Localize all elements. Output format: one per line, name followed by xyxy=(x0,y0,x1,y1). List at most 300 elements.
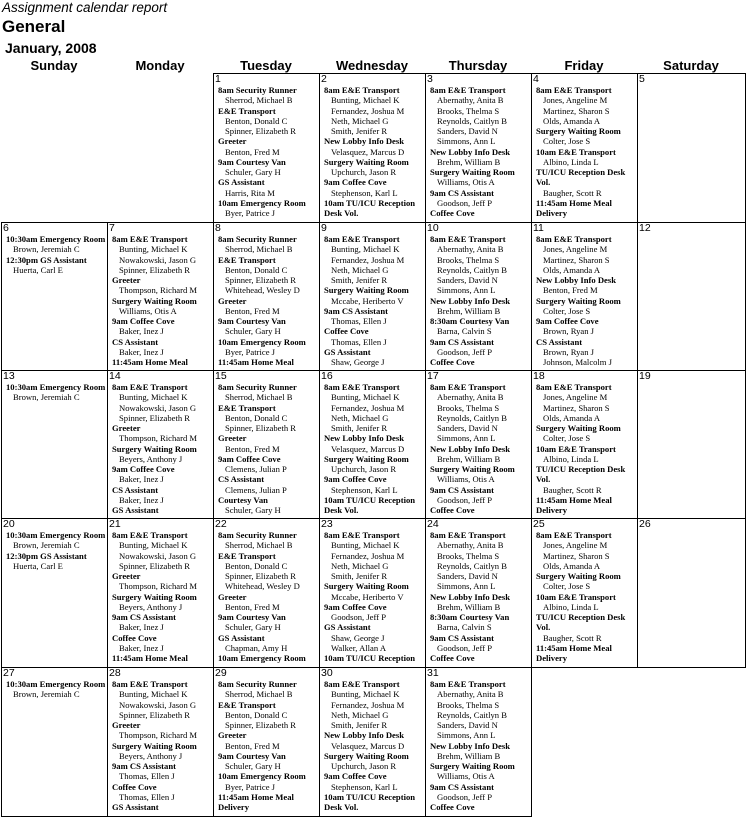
assignment-role: GS Assistant xyxy=(112,802,159,812)
volunteer-name: Spinner, Elizabeth R xyxy=(225,720,297,730)
volunteer-name: Benton, Fred M xyxy=(225,305,280,316)
month-title: January, 2008 xyxy=(5,40,97,56)
weekday-header-friday: Friday xyxy=(564,58,604,73)
volunteer-name: Williams, Otis A xyxy=(437,177,495,188)
assignment-role: Greeter xyxy=(218,591,247,602)
day-cell-30 xyxy=(319,667,426,817)
assignment-role: Coffee Cove xyxy=(430,208,475,218)
volunteer-name: Thompson, Richard M xyxy=(119,730,198,741)
assignment-role: 8am Security Runner xyxy=(218,85,297,95)
volunteer-name: Barna, Calvin S xyxy=(437,326,492,337)
volunteer-name: Beyers, Anthony J xyxy=(119,750,183,761)
assignment-role: 8am E&E Transport xyxy=(430,530,506,540)
volunteer-name: Goodson, Jeff P xyxy=(437,642,492,653)
volunteer-name: Brown, Jeremiah C xyxy=(13,540,80,551)
assignment-role: 9am CS Assistant xyxy=(112,612,176,622)
assignment-role: Coffee Cove xyxy=(324,326,369,337)
day-cell-4 xyxy=(531,73,638,223)
day-cell-23 xyxy=(319,518,426,668)
volunteer-name: Brown, Jeremiah C xyxy=(13,689,80,700)
assignment-role: 9am Coffee Cove xyxy=(218,453,281,464)
assignment-role: 8:30am Courtesy Van xyxy=(430,316,510,326)
volunteer-name: Colter, Jose S xyxy=(543,433,591,444)
assignment-role: Surgery Waiting Room xyxy=(112,591,197,602)
assignment-role: Surgery Waiting Room xyxy=(112,443,197,454)
assignment-role: Greeter xyxy=(112,275,141,285)
volunteer-name: Martinez, Sharon S xyxy=(543,550,610,561)
volunteer-name: Bunting, Michael K xyxy=(119,244,188,255)
volunteer-name: Thomas, Ellen J xyxy=(331,336,387,347)
date-number: 7 xyxy=(109,222,115,234)
volunteer-name: Beyers, Anthony J xyxy=(119,453,183,464)
assignment-role: 10:30am Emergency Room xyxy=(6,382,106,392)
assignment-role: E&E Transport xyxy=(218,550,276,561)
assignment-role: 10am TU/ICU Reception xyxy=(324,653,416,663)
assignment-role: 11:45am Home Meal xyxy=(112,357,188,367)
assignment-role: TU/ICU Reception Desk Vol. xyxy=(536,464,626,485)
date-number: 14 xyxy=(109,370,121,382)
day-cell-17 xyxy=(425,370,532,519)
volunteer-name: Fernandez, Joshua M xyxy=(331,105,405,116)
volunteer-name: Brown, Jeremiah C xyxy=(13,244,80,255)
volunteer-name: Martinez, Sharon S xyxy=(543,105,610,116)
volunteer-name: Smith, Jenifer R xyxy=(331,571,388,581)
volunteer-name: Fernandez, Joshua M xyxy=(331,402,405,413)
date-number: 17 xyxy=(427,370,439,382)
volunteer-name: Baugher, Scott R xyxy=(543,632,602,643)
volunteer-name: Johnson, Malcolm J xyxy=(543,357,612,367)
report-title: Assignment calendar report xyxy=(2,0,168,15)
assignment-role: Surgery Waiting Room xyxy=(324,581,409,592)
volunteer-name: Baker, Inez J xyxy=(119,622,164,633)
volunteer-name: Sanders, David N xyxy=(437,720,498,730)
volunteer-name: Spinner, Elizabeth R xyxy=(225,423,297,433)
volunteer-name: Bunting, Michael K xyxy=(119,689,188,700)
day-cell-31 xyxy=(425,667,532,817)
volunteer-name: Benton, Donald C xyxy=(225,709,288,720)
date-number: 9 xyxy=(321,222,327,234)
volunteer-name: Sanders, David N xyxy=(437,423,498,433)
day-cell-6 xyxy=(1,222,108,371)
assignment-role: Coffee Cove xyxy=(430,802,475,812)
volunteer-name: Sanders, David N xyxy=(437,275,498,285)
assignment-role: Surgery Waiting Room xyxy=(324,285,409,296)
day-cell-2 xyxy=(319,73,426,223)
assignment-role: Surgery Waiting Room xyxy=(430,761,515,771)
assignment-role: Coffee Cove xyxy=(430,357,475,367)
volunteer-name: Simmons, Ann L xyxy=(437,581,496,592)
weekday-header-thursday: Thursday xyxy=(448,58,508,73)
day-cell-24 xyxy=(425,518,532,668)
assignment-role: 9am Coffee Cove xyxy=(324,177,387,188)
volunteer-name: Spinner, Elizabeth R xyxy=(119,560,191,571)
volunteer-name: Brehm, William B xyxy=(437,750,501,761)
assignment-role: 9am CS Assistant xyxy=(430,632,494,643)
assignment-role: 9am Coffee Cove xyxy=(324,601,387,612)
volunteer-name: Goodson, Jeff P xyxy=(437,494,492,505)
volunteer-name: Schuler, Gary H xyxy=(225,761,281,771)
volunteer-name: Thomas, Ellen J xyxy=(119,771,175,782)
volunteer-name: Fernandez, Joshua M xyxy=(331,254,405,265)
volunteer-name: Smith, Jenifer R xyxy=(331,275,388,285)
date-number: 12 xyxy=(639,222,651,234)
volunteer-name: Huerta, Carl E xyxy=(13,264,63,275)
volunteer-name: Bunting, Michael K xyxy=(331,540,400,551)
assignment-role: New Lobby Info Desk xyxy=(430,146,510,157)
volunteer-name: Brown, Ryan J xyxy=(543,326,594,337)
volunteer-name: Thomas, Ellen J xyxy=(331,316,387,326)
volunteer-name: Bunting, Michael K xyxy=(119,540,188,551)
assignment-role: Greeter xyxy=(112,423,141,433)
date-number: 18 xyxy=(533,370,545,382)
volunteer-name: Abernathy, Anita B xyxy=(437,95,504,106)
date-number: 11 xyxy=(533,222,544,234)
volunteer-name: Baugher, Scott R xyxy=(543,187,602,198)
volunteer-name: Bunting, Michael K xyxy=(331,244,400,255)
volunteer-name: Martinez, Sharon S xyxy=(543,254,610,265)
day-cell-14 xyxy=(107,370,214,519)
day-cell-20 xyxy=(1,518,108,668)
day-cell-15 xyxy=(213,370,320,519)
volunteer-name: Williams, Otis A xyxy=(437,771,495,782)
volunteer-name: Jones, Angeline M xyxy=(543,244,608,255)
assignment-role: 11:45am Home Meal xyxy=(112,653,188,663)
empty-day-cell xyxy=(531,667,638,817)
volunteer-name: Abernathy, Anita B xyxy=(437,689,504,700)
volunteer-name: Byer, Patrice J xyxy=(225,781,276,792)
volunteer-name: Byer, Patrice J xyxy=(225,346,276,357)
date-number: 3 xyxy=(427,73,433,85)
assignment-role: 10am E&E Transport xyxy=(536,146,616,157)
date-number: 24 xyxy=(427,518,439,530)
assignment-role: CS Assistant xyxy=(536,336,583,347)
assignment-role: GS Assistant xyxy=(324,622,371,633)
volunteer-name: Brooks, Thelma S xyxy=(437,699,500,710)
assignment-role: New Lobby Info Desk xyxy=(430,740,510,751)
volunteer-name: Abernathy, Anita B xyxy=(437,540,504,551)
section-title: General xyxy=(2,17,66,36)
volunteer-name: Clemens, Julian P xyxy=(225,484,287,495)
volunteer-name: Baugher, Scott R xyxy=(543,484,602,495)
volunteer-name: Neth, Michael G xyxy=(331,264,389,275)
volunteer-name: Sherrod, Michael B xyxy=(225,392,293,403)
volunteer-name: Benton, Fred M xyxy=(543,285,598,296)
day-cell-8 xyxy=(213,222,320,371)
assignment-role: New Lobby Info Desk xyxy=(324,730,404,741)
assignment-role: Greeter xyxy=(218,136,247,147)
assignment-role: Surgery Waiting Room xyxy=(536,571,621,581)
volunteer-name: Brooks, Thelma S xyxy=(437,402,500,413)
assignment-role: 9am Courtesy Van xyxy=(218,156,286,167)
date-number: 6 xyxy=(3,222,9,234)
volunteer-name: Barna, Calvin S xyxy=(437,622,492,633)
volunteer-name: Sanders, David N xyxy=(437,571,498,581)
volunteer-name: Neth, Michael G xyxy=(331,560,389,571)
assignment-role: E&E Transport xyxy=(218,402,276,413)
empty-day-cell xyxy=(637,667,746,817)
assignment-role: CS Assistant xyxy=(218,474,265,485)
volunteer-name: Reynolds, Caitlyn B xyxy=(437,709,507,720)
assignment-role: 10:30am Emergency Room xyxy=(6,234,106,244)
volunteer-name: Benton, Fred M xyxy=(225,146,280,157)
volunteer-name: Huerta, Carl E xyxy=(13,560,63,571)
volunteer-name: Benton, Donald C xyxy=(225,412,288,423)
volunteer-name: Velasquez, Marcus D xyxy=(331,146,405,157)
assignment-role: Greeter xyxy=(218,295,247,306)
weekday-header-tuesday: Tuesday xyxy=(240,58,292,73)
day-cell-25 xyxy=(531,518,638,668)
assignment-role: TU/ICU Reception Desk Vol. xyxy=(536,612,626,633)
volunteer-name: Benton, Donald C xyxy=(225,115,288,126)
volunteer-name: Benton, Donald C xyxy=(225,264,288,275)
volunteer-name: Whitehead, Wesley D xyxy=(225,285,300,296)
assignment-role: 11:45am Home Meal Delivery xyxy=(536,642,612,663)
assignment-role: CS Assistant xyxy=(112,484,159,495)
volunteer-name: Reynolds, Caitlyn B xyxy=(437,412,507,423)
assignment-role: Coffee Cove xyxy=(112,632,157,643)
volunteer-name: Simmons, Ann L xyxy=(437,136,496,147)
date-number: 2 xyxy=(321,73,327,85)
volunteer-name: Byer, Patrice J xyxy=(225,208,276,218)
weekday-header-sunday: Sunday xyxy=(30,58,78,73)
assignment-role: 8am E&E Transport xyxy=(430,234,506,244)
volunteer-name: Goodson, Jeff P xyxy=(437,346,492,357)
volunteer-name: Reynolds, Caitlyn B xyxy=(437,264,507,275)
assignment-role: 8am E&E Transport xyxy=(112,382,188,392)
volunteer-name: Olds, Amanda A xyxy=(543,412,601,423)
assignment-role: 9am Courtesy Van xyxy=(218,750,286,761)
assignment-role: 8:30am Courtesy Van xyxy=(430,612,510,622)
volunteer-name: Goodson, Jeff P xyxy=(437,791,492,802)
date-number: 10 xyxy=(427,222,439,234)
assignment-role: Surgery Waiting Room xyxy=(324,156,409,167)
assignment-role: 11:45am Home Meal Delivery xyxy=(536,197,612,218)
date-number: 30 xyxy=(321,667,333,679)
assignment-role: 10am TU/ICU Reception Desk Vol. xyxy=(324,197,416,218)
volunteer-name: Schuler, Gary H xyxy=(225,505,281,515)
empty-day-cell xyxy=(107,73,214,223)
assignment-role: 12:30pm GS Assistant xyxy=(6,550,87,561)
assignment-role: 8am Security Runner xyxy=(218,679,297,689)
volunteer-name: Abernathy, Anita B xyxy=(437,392,504,403)
volunteer-name: Jones, Angeline M xyxy=(543,392,608,403)
assignment-role: 9am CS Assistant xyxy=(112,761,176,771)
assignment-role: 10am E&E Transport xyxy=(536,443,616,454)
day-cell-21 xyxy=(107,518,214,668)
volunteer-name: Thompson, Richard M xyxy=(119,433,198,444)
volunteer-name: Benton, Donald C xyxy=(225,560,288,571)
volunteer-name: Spinner, Elizabeth R xyxy=(225,126,297,136)
date-number: 13 xyxy=(3,370,15,382)
volunteer-name: Smith, Jenifer R xyxy=(331,720,388,730)
volunteer-name: Williams, Otis A xyxy=(437,474,495,485)
assignment-role: 8am E&E Transport xyxy=(324,530,400,540)
volunteer-name: Bunting, Michael K xyxy=(331,392,400,403)
day-cell-26 xyxy=(637,518,746,668)
day-cell-22 xyxy=(213,518,320,668)
date-number: 23 xyxy=(321,518,333,530)
assignment-role: 10am Emergency Room xyxy=(218,197,306,208)
volunteer-name: Baker, Inez J xyxy=(119,494,164,505)
volunteer-name: Nowakowski, Jason G xyxy=(119,254,197,265)
volunteer-name: Chapman, Amy H xyxy=(225,642,288,653)
assignment-role: Surgery Waiting Room xyxy=(536,423,621,433)
volunteer-name: Stephenson, Karl L xyxy=(331,484,398,495)
volunteer-name: Neth, Michael G xyxy=(331,709,389,720)
assignment-role: New Lobby Info Desk xyxy=(430,591,510,602)
volunteer-name: Spinner, Elizabeth R xyxy=(225,571,297,581)
volunteer-name: Stephenson, Karl L xyxy=(331,781,398,792)
assignment-role: 9am Coffee Cove xyxy=(324,771,387,782)
day-cell-12 xyxy=(637,222,746,371)
volunteer-name: Clemens, Julian P xyxy=(225,464,287,474)
day-cell-28 xyxy=(107,667,214,817)
assignment-role: New Lobby Info Desk xyxy=(430,443,510,454)
volunteer-name: Albino, Linda L xyxy=(543,453,599,464)
date-number: 4 xyxy=(533,73,539,85)
volunteer-name: Whitehead, Wesley D xyxy=(225,581,300,592)
volunteer-name: Brooks, Thelma S xyxy=(437,254,500,265)
day-cell-13 xyxy=(1,370,108,519)
weekday-header-saturday: Saturday xyxy=(663,58,719,73)
volunteer-name: Smith, Jenifer R xyxy=(331,126,388,136)
volunteer-name: Brown, Jeremiah C xyxy=(13,392,80,403)
assignment-role: 9am CS Assistant xyxy=(430,781,494,792)
volunteer-name: Olds, Amanda A xyxy=(543,264,601,275)
volunteer-name: Olds, Amanda A xyxy=(543,560,601,571)
day-cell-3 xyxy=(425,73,532,223)
assignment-role: New Lobby Info Desk xyxy=(536,275,616,285)
date-number: 8 xyxy=(215,222,221,234)
assignment-role: Surgery Waiting Room xyxy=(536,295,621,306)
assignment-role: Courtesy Van xyxy=(218,494,268,505)
volunteer-name: Simmons, Ann L xyxy=(437,730,496,741)
volunteer-name: Brehm, William B xyxy=(437,601,501,612)
assignment-role: E&E Transport xyxy=(218,105,276,116)
assignment-role: 8am E&E Transport xyxy=(112,679,188,689)
assignment-role: New Lobby Info Desk xyxy=(324,136,404,147)
volunteer-name: Olds, Amanda A xyxy=(543,115,601,126)
volunteer-name: Velasquez, Marcus D xyxy=(331,740,405,751)
assignment-role: Greeter xyxy=(112,571,141,581)
volunteer-name: Thompson, Richard M xyxy=(119,581,198,592)
assignment-role: 10am TU/ICU Reception Desk Vol. xyxy=(324,494,416,515)
day-cell-5 xyxy=(637,73,746,223)
day-cell-7 xyxy=(107,222,214,371)
assignment-role: 8am E&E Transport xyxy=(536,382,612,392)
volunteer-name: Simmons, Ann L xyxy=(437,285,496,296)
day-cell-27 xyxy=(1,667,108,817)
assignment-role: 11:45am Home Meal Delivery xyxy=(218,791,294,812)
assignment-role: 10am Emergency Room xyxy=(218,653,306,663)
assignment-role: Coffee Cove xyxy=(112,781,157,792)
volunteer-name: Thomas, Ellen J xyxy=(119,791,175,802)
assignment-role: Surgery Waiting Room xyxy=(324,453,409,464)
volunteer-name: Schuler, Gary H xyxy=(225,326,281,337)
volunteer-name: Bunting, Michael K xyxy=(331,95,400,106)
date-number: 28 xyxy=(109,667,121,679)
volunteer-name: Upchurch, Jason R xyxy=(331,464,397,474)
volunteer-name: Benton, Fred M xyxy=(225,740,280,751)
volunteer-name: Goodson, Jeff P xyxy=(331,612,386,622)
volunteer-name: Fernandez, Joshua M xyxy=(331,699,405,710)
volunteer-name: Baker, Inez J xyxy=(119,326,164,337)
volunteer-name: Sherrod, Michael B xyxy=(225,689,293,700)
assignment-role: 9am Courtesy Van xyxy=(218,612,286,622)
volunteer-name: Schuler, Gary H xyxy=(225,167,281,177)
assignment-role: 10:30am Emergency Room xyxy=(6,679,106,689)
volunteer-name: Shaw, George J xyxy=(331,357,385,367)
volunteer-name: Mccabe, Heriberto V xyxy=(331,591,404,602)
assignment-role: Greeter xyxy=(112,720,141,730)
assignment-role: Surgery Waiting Room xyxy=(430,464,515,474)
volunteer-name: Nowakowski, Jason G xyxy=(119,699,197,710)
assignment-role: Coffee Cove xyxy=(430,505,475,515)
assignment-role: 8am E&E Transport xyxy=(536,234,612,244)
assignment-role: 8am E&E Transport xyxy=(324,679,400,689)
assignment-role: 12:30pm GS Assistant xyxy=(6,254,87,265)
assignment-role: 9am Coffee Cove xyxy=(324,474,387,485)
assignment-role: 8am Security Runner xyxy=(218,382,297,392)
volunteer-name: Abernathy, Anita B xyxy=(437,244,504,255)
volunteer-name: Harris, Rita M xyxy=(225,187,275,198)
assignment-role: 9am Courtesy Van xyxy=(218,316,286,326)
assignment-role: E&E Transport xyxy=(218,254,276,265)
date-number: 26 xyxy=(639,518,651,530)
volunteer-name: Colter, Jose S xyxy=(543,136,591,147)
assignment-role: 9am Coffee Cove xyxy=(536,316,599,326)
volunteer-name: Mccabe, Heriberto V xyxy=(331,295,404,306)
volunteer-name: Smith, Jenifer R xyxy=(331,423,388,433)
weekday-header-monday: Monday xyxy=(135,58,185,73)
volunteer-name: Spinner, Elizabeth R xyxy=(119,412,191,423)
assignment-role: 10:30am Emergency Room xyxy=(6,530,106,540)
volunteer-name: Stephenson, Karl L xyxy=(331,187,398,198)
day-cell-1 xyxy=(213,73,320,223)
assignment-role: New Lobby Info Desk xyxy=(324,433,404,444)
day-cell-29 xyxy=(213,667,320,817)
volunteer-name: Brooks, Thelma S xyxy=(437,105,500,116)
assignment-role: Coffee Cove xyxy=(430,653,475,663)
date-number: 1 xyxy=(215,73,221,85)
assignment-role: 8am E&E Transport xyxy=(324,85,400,95)
date-number: 15 xyxy=(215,370,227,382)
volunteer-name: Albino, Linda L xyxy=(543,601,599,612)
assignment-role: 10am Emergency Room xyxy=(218,771,306,782)
day-cell-19 xyxy=(637,370,746,519)
volunteer-name: Spinner, Elizabeth R xyxy=(119,264,191,275)
volunteer-name: Sherrod, Michael B xyxy=(225,540,293,551)
volunteer-name: Nowakowski, Jason G xyxy=(119,402,197,413)
volunteer-name: Jones, Angeline M xyxy=(543,95,608,106)
assignment-role: 8am Security Runner xyxy=(218,530,297,540)
assignment-role: 8am E&E Transport xyxy=(430,382,506,392)
assignment-role: 11:45am Home Meal xyxy=(218,357,294,367)
volunteer-name: Albino, Linda L xyxy=(543,156,599,167)
assignment-role: 8am Security Runner xyxy=(218,234,297,244)
volunteer-name: Velasquez, Marcus D xyxy=(331,443,405,454)
volunteer-name: Brehm, William B xyxy=(437,156,501,167)
assignment-role: 8am E&E Transport xyxy=(536,85,612,95)
weekday-header-wednesday: Wednesday xyxy=(335,58,408,73)
volunteer-name: Colter, Jose S xyxy=(543,581,591,592)
assignment-role: Surgery Waiting Room xyxy=(536,126,621,136)
volunteer-name: Sanders, David N xyxy=(437,126,498,136)
assignment-role: GS Assistant xyxy=(218,177,265,188)
volunteer-name: Upchurch, Jason R xyxy=(331,167,397,177)
empty-day-cell xyxy=(1,73,108,223)
assignment-role: 11:45am Home Meal Delivery xyxy=(536,494,612,515)
